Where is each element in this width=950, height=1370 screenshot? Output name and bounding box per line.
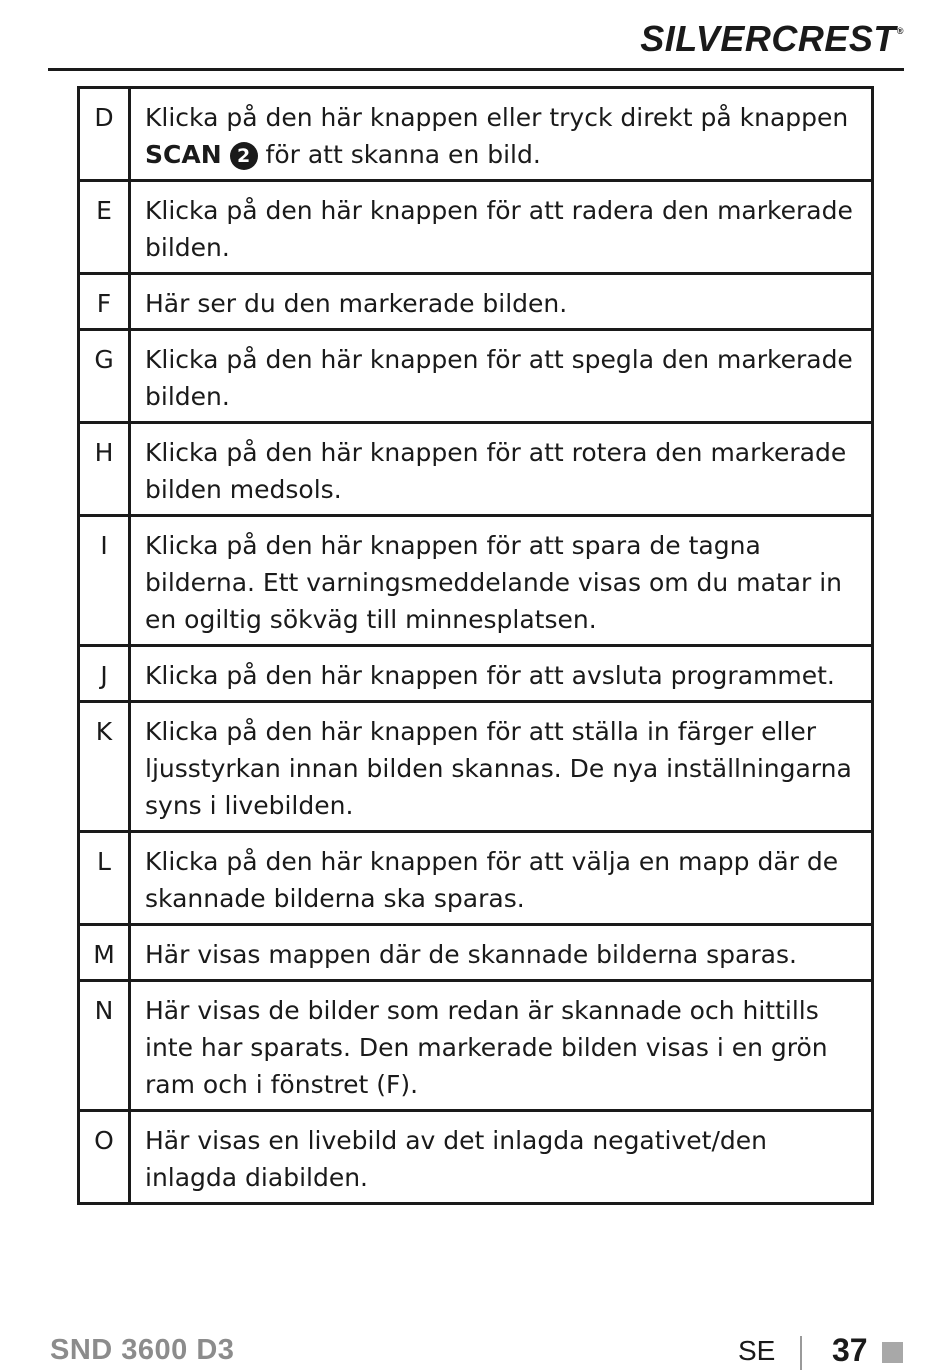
table-row — [79, 981, 873, 1111]
row-description: Klicka på den här knappen för att välja en mapp där de skannade bilderna ska sparas. — [130, 832, 873, 925]
table-row — [79, 1111, 873, 1204]
table-row — [79, 330, 873, 423]
table-row — [79, 423, 873, 516]
row-description: Klicka på den här knappen för att spara de tagna bilderna. Ett varningsmeddelande visas om du matar in en ogiltig sökväg till minnesplatsen. — [130, 516, 873, 646]
row-description: Här ser du den markerade bilden. — [130, 274, 873, 330]
table-row — [79, 702, 873, 832]
row-key: O — [79, 1111, 130, 1204]
header-divider — [48, 68, 904, 71]
row-description: Här visas en livebild av det inlagda negativet/den inlagda diabilden. — [130, 1111, 873, 1204]
row-key: F — [79, 274, 130, 330]
table-row — [79, 274, 873, 330]
brand-logo: SILVERCREST® — [640, 18, 904, 59]
table-row — [79, 516, 873, 646]
row-description: Klicka på den här knappen eller tryck direkt på knappen SCAN 2 för att skanna en bild. — [130, 88, 873, 181]
table-row — [79, 181, 873, 274]
row-description: Klicka på den här knappen för att spegla den markerade bilden. — [130, 330, 873, 423]
row-key: M — [79, 925, 130, 981]
page-marker-square-icon — [882, 1342, 903, 1363]
table-row — [79, 925, 873, 981]
row-description: Klicka på den här knappen för att rotera den markerade bilden medsols. — [130, 423, 873, 516]
table-row — [79, 88, 873, 181]
row-key: E — [79, 181, 130, 274]
scan-button-label: SCAN — [145, 140, 222, 169]
row-key: H — [79, 423, 130, 516]
row-key: I — [79, 516, 130, 646]
row-key: N — [79, 981, 130, 1111]
row-description: Klicka på den här knappen för att radera den markerade bilden. — [130, 181, 873, 274]
row-key: G — [79, 330, 130, 423]
row-description: Klicka på den här knappen för att ställa in färger eller ljusstyrkan innan bilden skannas. De nya inställningarna syns i livebilden. — [130, 702, 873, 832]
number-2-icon: 2 — [230, 142, 258, 170]
footer-separator — [800, 1336, 802, 1370]
footer-language: SE — [738, 1335, 776, 1366]
row-key: J — [79, 646, 130, 702]
row-description: Här visas de bilder som redan är skannade och hittills inte har sparats. Den markerade bilden visas i en grön ram och i fönstret (F). — [130, 981, 873, 1111]
row-description: Klicka på den här knappen för att avsluta programmet. — [130, 646, 873, 702]
row-key: K — [79, 702, 130, 832]
table-row — [79, 832, 873, 925]
footer-model-number: SND 3600 D3 — [50, 1334, 235, 1366]
row-key: D — [79, 88, 130, 181]
legend-table — [77, 86, 874, 1205]
row-key: L — [79, 832, 130, 925]
page-number: 37 — [832, 1332, 868, 1368]
table-row — [79, 646, 873, 702]
row-description: Här visas mappen där de skannade bilderna sparas. — [130, 925, 873, 981]
